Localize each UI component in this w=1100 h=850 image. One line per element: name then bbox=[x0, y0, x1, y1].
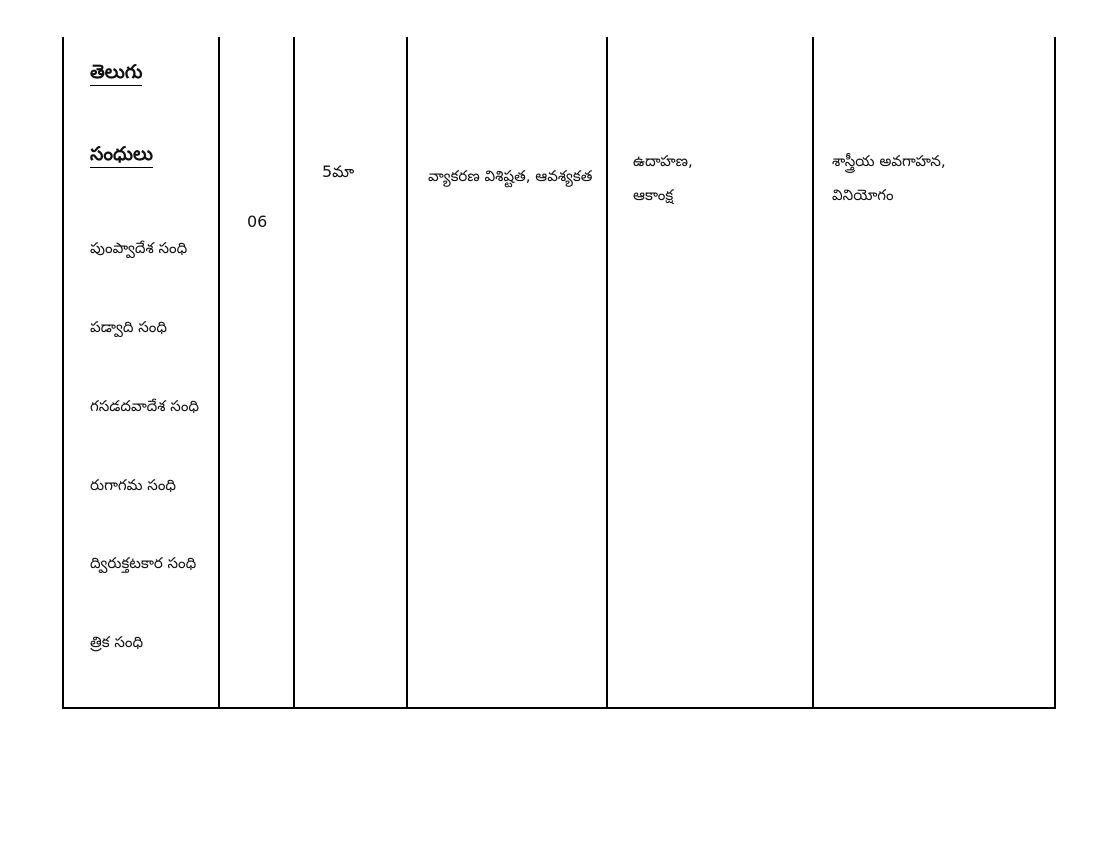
activity-line-2: ఆకాంక్ష bbox=[633, 186, 674, 204]
topic-item: గసడదవాదేశ సంధి bbox=[90, 397, 200, 415]
unit-heading-telugu bbox=[90, 60, 142, 86]
unit-heading-sandhulu-text: సంధులు bbox=[90, 142, 153, 168]
periods-value: 06 bbox=[247, 212, 268, 231]
unit-heading-sandhulu bbox=[90, 142, 153, 168]
column-divider-2 bbox=[293, 37, 295, 709]
topic-item: ద్విరుక్తటకార సంధి bbox=[90, 554, 197, 572]
column-divider-3 bbox=[406, 37, 408, 709]
column-divider-1 bbox=[218, 37, 220, 709]
unit-heading-telugu-text: తెలుగు bbox=[90, 60, 142, 86]
column-divider-4 bbox=[606, 37, 608, 709]
topic-item: త్రిక సంధి bbox=[90, 633, 144, 651]
outcome-line-1: శాస్త్రీయ అవగాహన, bbox=[832, 152, 946, 170]
topic-item: పడ్వాది సంధి bbox=[90, 318, 167, 336]
month-value: 5మా bbox=[322, 162, 355, 181]
objective-text: వ్యాకరణ విశిష్టత, ఆవశ్యకత bbox=[428, 167, 593, 185]
outcome-line-2: వినియోగం bbox=[832, 186, 894, 204]
topic-item: రుగాగమ సంధి bbox=[90, 476, 177, 494]
lesson-plan-table bbox=[62, 37, 1056, 709]
topic-item: పుంప్వాదేశ సంధి bbox=[90, 239, 188, 257]
activity-line-1: ఉదాహణ, bbox=[633, 152, 693, 170]
column-divider-5 bbox=[812, 37, 814, 709]
